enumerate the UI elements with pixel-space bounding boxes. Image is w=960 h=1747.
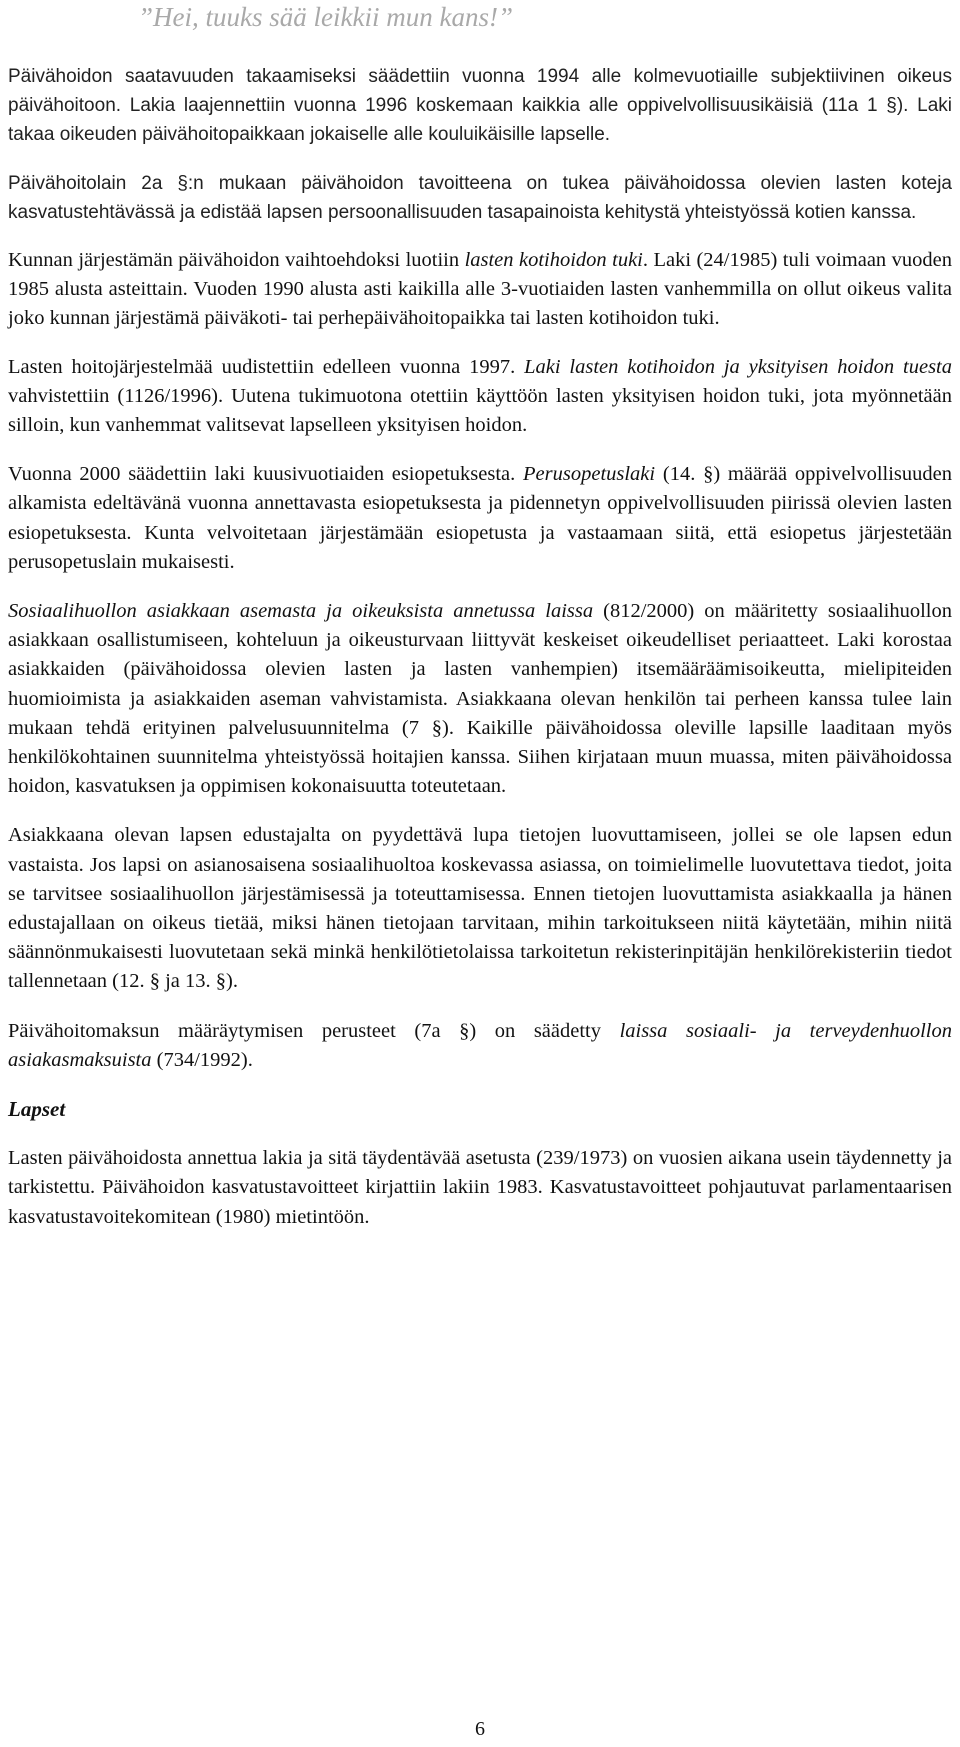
text-run: (734/1992). bbox=[151, 1048, 253, 1071]
page-number: 6 bbox=[475, 1718, 485, 1740]
paragraph-9: Lasten päivähoidosta annettua lakia ja sitä täydentävää asetusta (239/1973) on vuosien aikana usein täydennetty ja tarkistettu. Päivähoidon kasvatustavoitteet kirjattiin lakiin 1983. Kasvatustavoitteet pohjautuvat parlamentaarisen kasvatustavoitekomitean (1980) mietintöön. bbox=[8, 1147, 952, 1228]
paragraph-1: Päivähoidon saatavuuden takaamiseksi säädettiin vuonna 1994 alle kolmevuotiaille subjektiivinen oikeus päivähoitoon. Lakia laajennettiin vuonna 1996 koskemaan kaikkia alle oppivelvollisuusikäisiä (11a 1 §). Laki takaa oikeuden päivähoitopaikkaan jokaiselle alle kouluikäisille lapselle. bbox=[8, 66, 952, 146]
text-run: . Laki (24/1985) tuli voimaan vuoden 1985 alusta asteittain. Vuoden 1990 alusta asti kaikilla alle 3-vuotiaiden lasten vanhemmilla on ollut oikeus valita joko kunnan järjestämä päiväkoti- tai perhepäivähoitopaikka tai lasten kotihoidon tuki. bbox=[8, 249, 952, 330]
italic-law-name: lasten kotihoidon tuki bbox=[464, 249, 643, 272]
paragraph-8 bbox=[8, 1017, 952, 1075]
text-run: Päivähoitomaksun määräytymisen perusteet (7a §) on säädetty bbox=[8, 1019, 620, 1042]
text-run: Lasten hoitojärjestelmää uudistettiin edelleen vuonna 1997. bbox=[8, 355, 525, 378]
paragraph-2: Päivähoitolain 2a §:n mukaan päivähoidon tavoitteena on tukea päivähoidossa olevien lasten koteja kasvatustehtävässä ja edistää lapsen persoonallisuuden tasapainoista kehitystä yhteistyössä kotien kanssa. bbox=[8, 172, 952, 223]
paragraph-4 bbox=[8, 353, 952, 441]
italic-law-name: Laki lasten kotihoidon ja yksityisen hoidon tuesta bbox=[524, 355, 952, 378]
paragraph-3 bbox=[8, 246, 952, 334]
text-run: vahvistettiin (1126/1996). Uutena tukimuotona otettiin käyttöön lasten yksityisen hoidon tuki, jota myönnetään silloin, kun vanhemmat valitsevat lapselleen yksityisen hoidon. bbox=[8, 384, 952, 437]
paragraph-7: Asiakkaana olevan lapsen edustajalta on pyydettävä lupa tietojen luovuttamiseen, jollei se ole lapsen edun vastaista. Jos lapsi on asianosaisena sosiaalihuoltoa koskevassa asiassa, on toimielimelle luovutettava tiedot, joita se tarvitsee sosiaalihuollon järjestämisessä ja toteuttamisessa. Ennen tietojen luovuttamista asiakkaalla ja hänen edustajallaan on oikeus tietää, miksi hänen tietojaan tarvitaan, mihin tarkoitukseen niitä käytetään, mihin niitä säännönmukaisesti luovutetaan sekä minkä henkilötietolaissa tarkoitetun rekisterinpitäjän henkilörekisteriin tiedot tallennetaan (12. § ja 13. §). bbox=[8, 824, 952, 993]
italic-law-name: Sosiaalihuollon asiakkaan asemasta ja oikeuksista annetussa laissa bbox=[8, 600, 594, 623]
text-run: (14. §) määrää oppivelvollisuuden alkamista edeltävänä vuonna annettavasta esiopetuksesta ja pidennetyn oppivelvollisuuden piirissä olevien lasten esiopetuksesta. Kunta velvoitetaan järjestämään esiopetusta ja vastaamaan siitä, että esiopetus järjestetään perusopetuslain mukaisesti. bbox=[8, 463, 952, 573]
text-run: Kunnan järjestämän päivähoidon vaihtoehdoksi luotiin bbox=[8, 249, 465, 272]
text-run: (812/2000) on määritetty sosiaalihuollon asiakkaan osallistumiseen, kohteluun ja oikeusturvaan liittyvät keskeiset oikeudelliset periaatteet. Laki korostaa asiakkaiden (päivähoidossa olevien lasten ja lasten vanhempien) itsemääräämisoikeutta, mielipiteiden huomioimista ja asiakkaiden aseman vahvistamista. Asiakkaana olevan henkilön tai perheen kanssa tulee lain mukaan tehdä erityinen palvelusuunnitelma (7 §). Kaikille päivähoidossa oleville lapsille laaditaan myös henkilökohtainen suunnitelma yhteistyössä hoitajien kanssa. Siihen kirjataan muun muassa, miten päivähoidossa hoidon, kasvatuksen ja oppimisen kokonaisuutta toteutetaan. bbox=[8, 600, 952, 798]
section-heading-lapset: Lapset bbox=[8, 1097, 66, 1122]
paragraph-6 bbox=[8, 597, 952, 801]
document-body bbox=[8, 62, 952, 1232]
header-quote: ”Hei, tuuks sää leikkii mun kans!” bbox=[138, 2, 513, 32]
italic-law-name: Perusopetuslaki bbox=[523, 463, 656, 486]
italic-law-name: laissa sosiaali- ja terveydenhuollon asiakasmaksuista bbox=[8, 1019, 952, 1071]
paragraph-5 bbox=[8, 460, 952, 577]
text-run: Vuonna 2000 säädettiin laki kuusivuotiaiden esiopetuksesta. bbox=[8, 463, 524, 486]
